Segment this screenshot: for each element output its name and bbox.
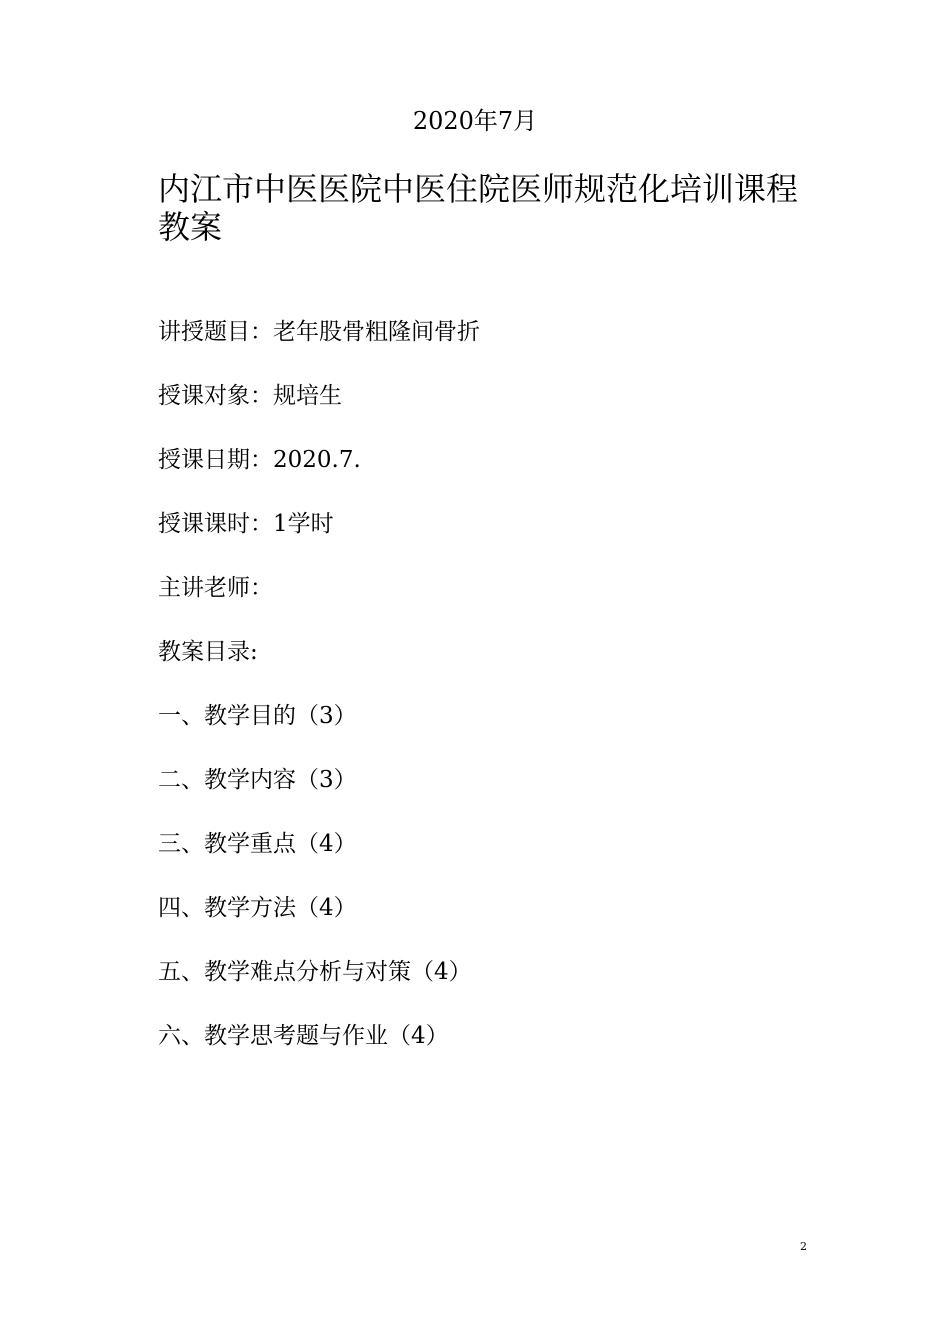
lesson-audience: 授课对象：规培生	[158, 383, 342, 409]
lesson-info-list	[158, 312, 798, 1080]
lesson-hours: 授课课时：1学时	[158, 511, 334, 537]
toc-item: 四、教学方法（4）	[158, 895, 357, 921]
toc-item: 一、教学目的（3）	[158, 703, 357, 729]
toc-heading: 教案目录:	[158, 639, 258, 665]
lesson-topic: 讲授题目：老年股骨粗隆间骨折	[158, 319, 480, 345]
date-line: 2020年7月	[412, 107, 538, 135]
toc-item: 五、教学难点分析与对策（4）	[158, 959, 472, 985]
toc-item: 三、教学重点（4）	[158, 831, 357, 857]
toc-item: 二、教学内容（3）	[158, 767, 357, 793]
toc-item: 六、教学思考题与作业（4）	[158, 1023, 449, 1049]
document-title: 内江市中医医院中医住院医师规范化培训课程教案	[158, 170, 799, 246]
page-number: 2	[800, 1240, 807, 1253]
lesson-date: 授课日期：2020.7.	[158, 447, 361, 473]
lesson-teacher: 主讲老师：	[158, 575, 273, 601]
